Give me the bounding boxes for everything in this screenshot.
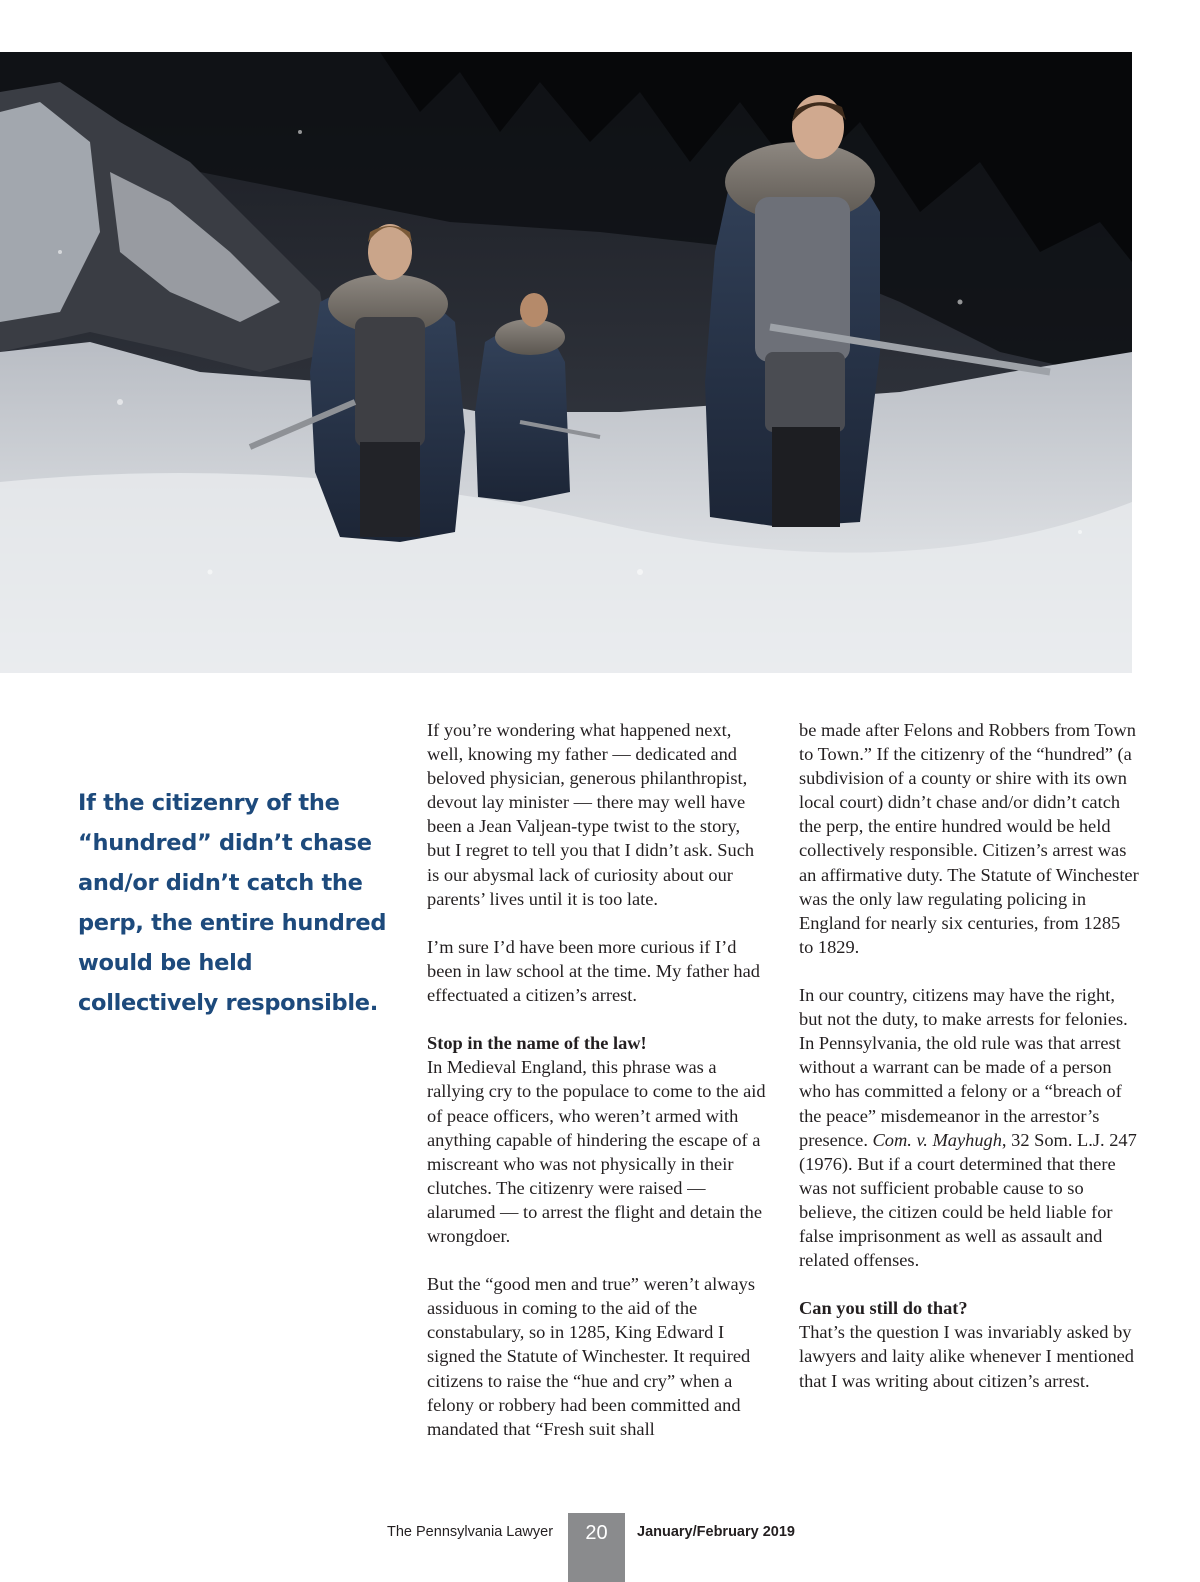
publication-name: The Pennsylvania Lawyer [387, 1524, 554, 1540]
case-citation: Com. v. Mayhugh [872, 1129, 1002, 1150]
hero-photo [0, 52, 1132, 673]
page-number: 20 [568, 1513, 625, 1582]
section-heading: Stop in the name of the law! [427, 1033, 647, 1054]
paragraph: be made after Felons and Robbers from Town to Town.” If the citizenry of the “hundred” (a subdivision of a county or shire with its own local court) didn’t chase and/or didn’t catch the perp, the entire hundred would be held collectively responsible. Citizen’s arrest was an affirmative duty. The Statute of Winchester was the only law regulating policing in England for nearly six centuries, from 1285 to 1829. [799, 720, 1139, 957]
pull-quote: If the citizenry of the “hundred” didn’t chase and/or didn’t catch the perp, the entire hundred would be held collectively responsible. [78, 790, 387, 1016]
paragraph [799, 983, 1139, 1272]
knights-in-snow-illustration [0, 52, 1132, 673]
paragraph-text: In our country, citizens may have the right, but not the duty, to make arrests for felonies. In Pennsylvania, the old rule was that arrest without a warrant can be made of a person who has committed a felony or a “breach of the peace” misdemeanor in the arrestor’s presence. [799, 985, 1128, 1150]
article-column-2 [799, 718, 1139, 1417]
paragraph-text: , 32 Som. L.J. 247 (1976). But if a court determined that there was not sufficient probable cause to so believe, the citizen could be held liable for false imprisonment as well as assault and related offenses. [799, 1129, 1137, 1271]
section-heading: Can you still do that? [799, 1298, 968, 1319]
paragraph: But the “good men and true” weren’t always assiduous in coming to the aid of the constabulary, so in 1285, King Edward I signed the Statute of Winchester. It required citizens to raise the “hue and cry” when a felony or robbery had been committed and mandated that “Fresh suit shall [427, 1274, 756, 1439]
paragraph: If you’re wondering what happened next, well, knowing my father — dedicated and beloved physician, generous philanthropist, devout lay minister — there may well have been a Jean Valjean-type twist to the story, but I regret to tell you that I didn’t ask. Such is our abysmal lack of curiosity about our parents’ lives until it is too late. [427, 720, 755, 909]
paragraph: That’s the question I was invariably asked by lawyers and laity alike whenever I mentioned that I was writing about citizen’s arrest. [799, 1322, 1134, 1391]
paragraph: I’m sure I’d have been more curious if I’d been in law school at the time. My father had effectuated a citizen’s arrest. [427, 936, 760, 1006]
issue-date: January/February 2019 [637, 1524, 795, 1540]
paragraph: In Medieval England, this phrase was a rallying cry to the populace to come to the aid of peace officers, who weren’t armed with anything capable of hindering the escape of a miscreant who was not physically in their clutches. The citizenry were raised — alarumed — to arrest the flight and detain the wrongdoer. [427, 1057, 766, 1246]
article-column-1 [427, 718, 767, 1465]
